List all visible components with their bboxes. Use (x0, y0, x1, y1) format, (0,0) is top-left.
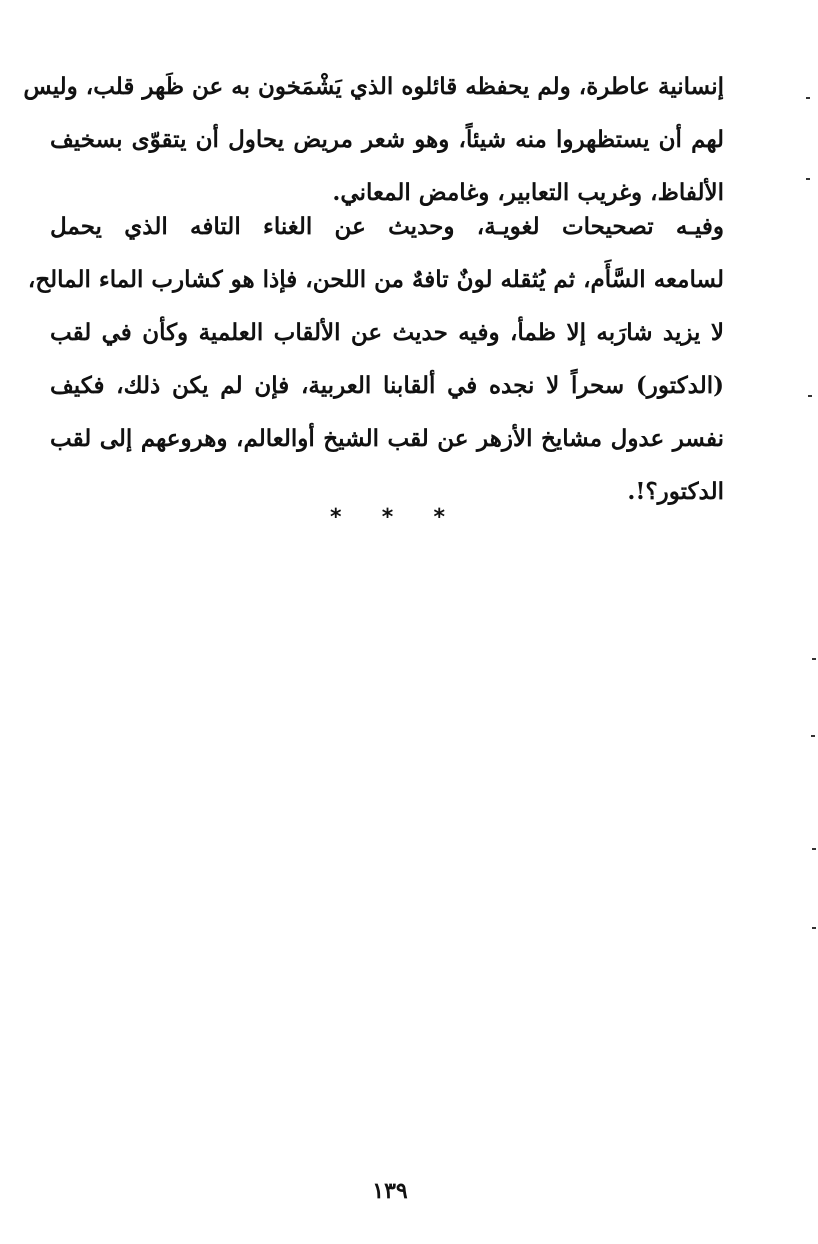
asterisk-ornament: * (330, 504, 342, 530)
scan-mark (808, 395, 812, 397)
scan-mark (806, 178, 810, 180)
text-line: (الدكتور) سحراً لا نجده في ألقابنا العربية، فإن لم يكن ذلك، فكيف (50, 372, 724, 399)
scan-mark (811, 735, 815, 737)
text-line: لهم أن يستظهروا منه شيئاً، وهو شعر مريض يحاول أن يتقوّى بسخيف (50, 126, 724, 153)
paragraph-2 (27, 200, 724, 518)
text-line: الدكتور؟!. (627, 478, 724, 505)
scan-mark (812, 848, 816, 850)
scan-mark (812, 927, 816, 929)
page-number: ١٣٩ (372, 1178, 408, 1204)
text-line: وفيـه تصحيحات لغويـة، وحديث عن الغناء التافه الذي يحمل (50, 213, 724, 240)
scan-mark (812, 658, 816, 660)
asterisk-ornament: * (433, 504, 445, 530)
text-line: لا يزيد شارَبه إلا ظمأ، وفيه حديث عن الألقاب العلمية وكأن في لقب (50, 319, 724, 346)
asterisk-ornament: * (381, 504, 394, 530)
scan-mark (806, 97, 810, 99)
section-separator (330, 502, 445, 532)
text-line: إنسانية عاطرة، ولم يحفظه قائلوه الذي يَشْمَخون به عن ظَهر قلب، وليس (23, 73, 724, 100)
paragraph-1 (23, 60, 724, 219)
text-line: الألفاظ، وغريب التعابير، وغامض المعاني. (332, 179, 724, 206)
text-line: نفسر عدول مشايخ الأزهر عن لقب الشيخ أوالعالم، وهروعهم إلى لقب (50, 425, 724, 452)
text-line: لسامعه السَّأَم، ثم يُثقله لونٌ تافهٌ من اللحن، فإذا هو كشارب الماء المالح، (27, 266, 724, 293)
